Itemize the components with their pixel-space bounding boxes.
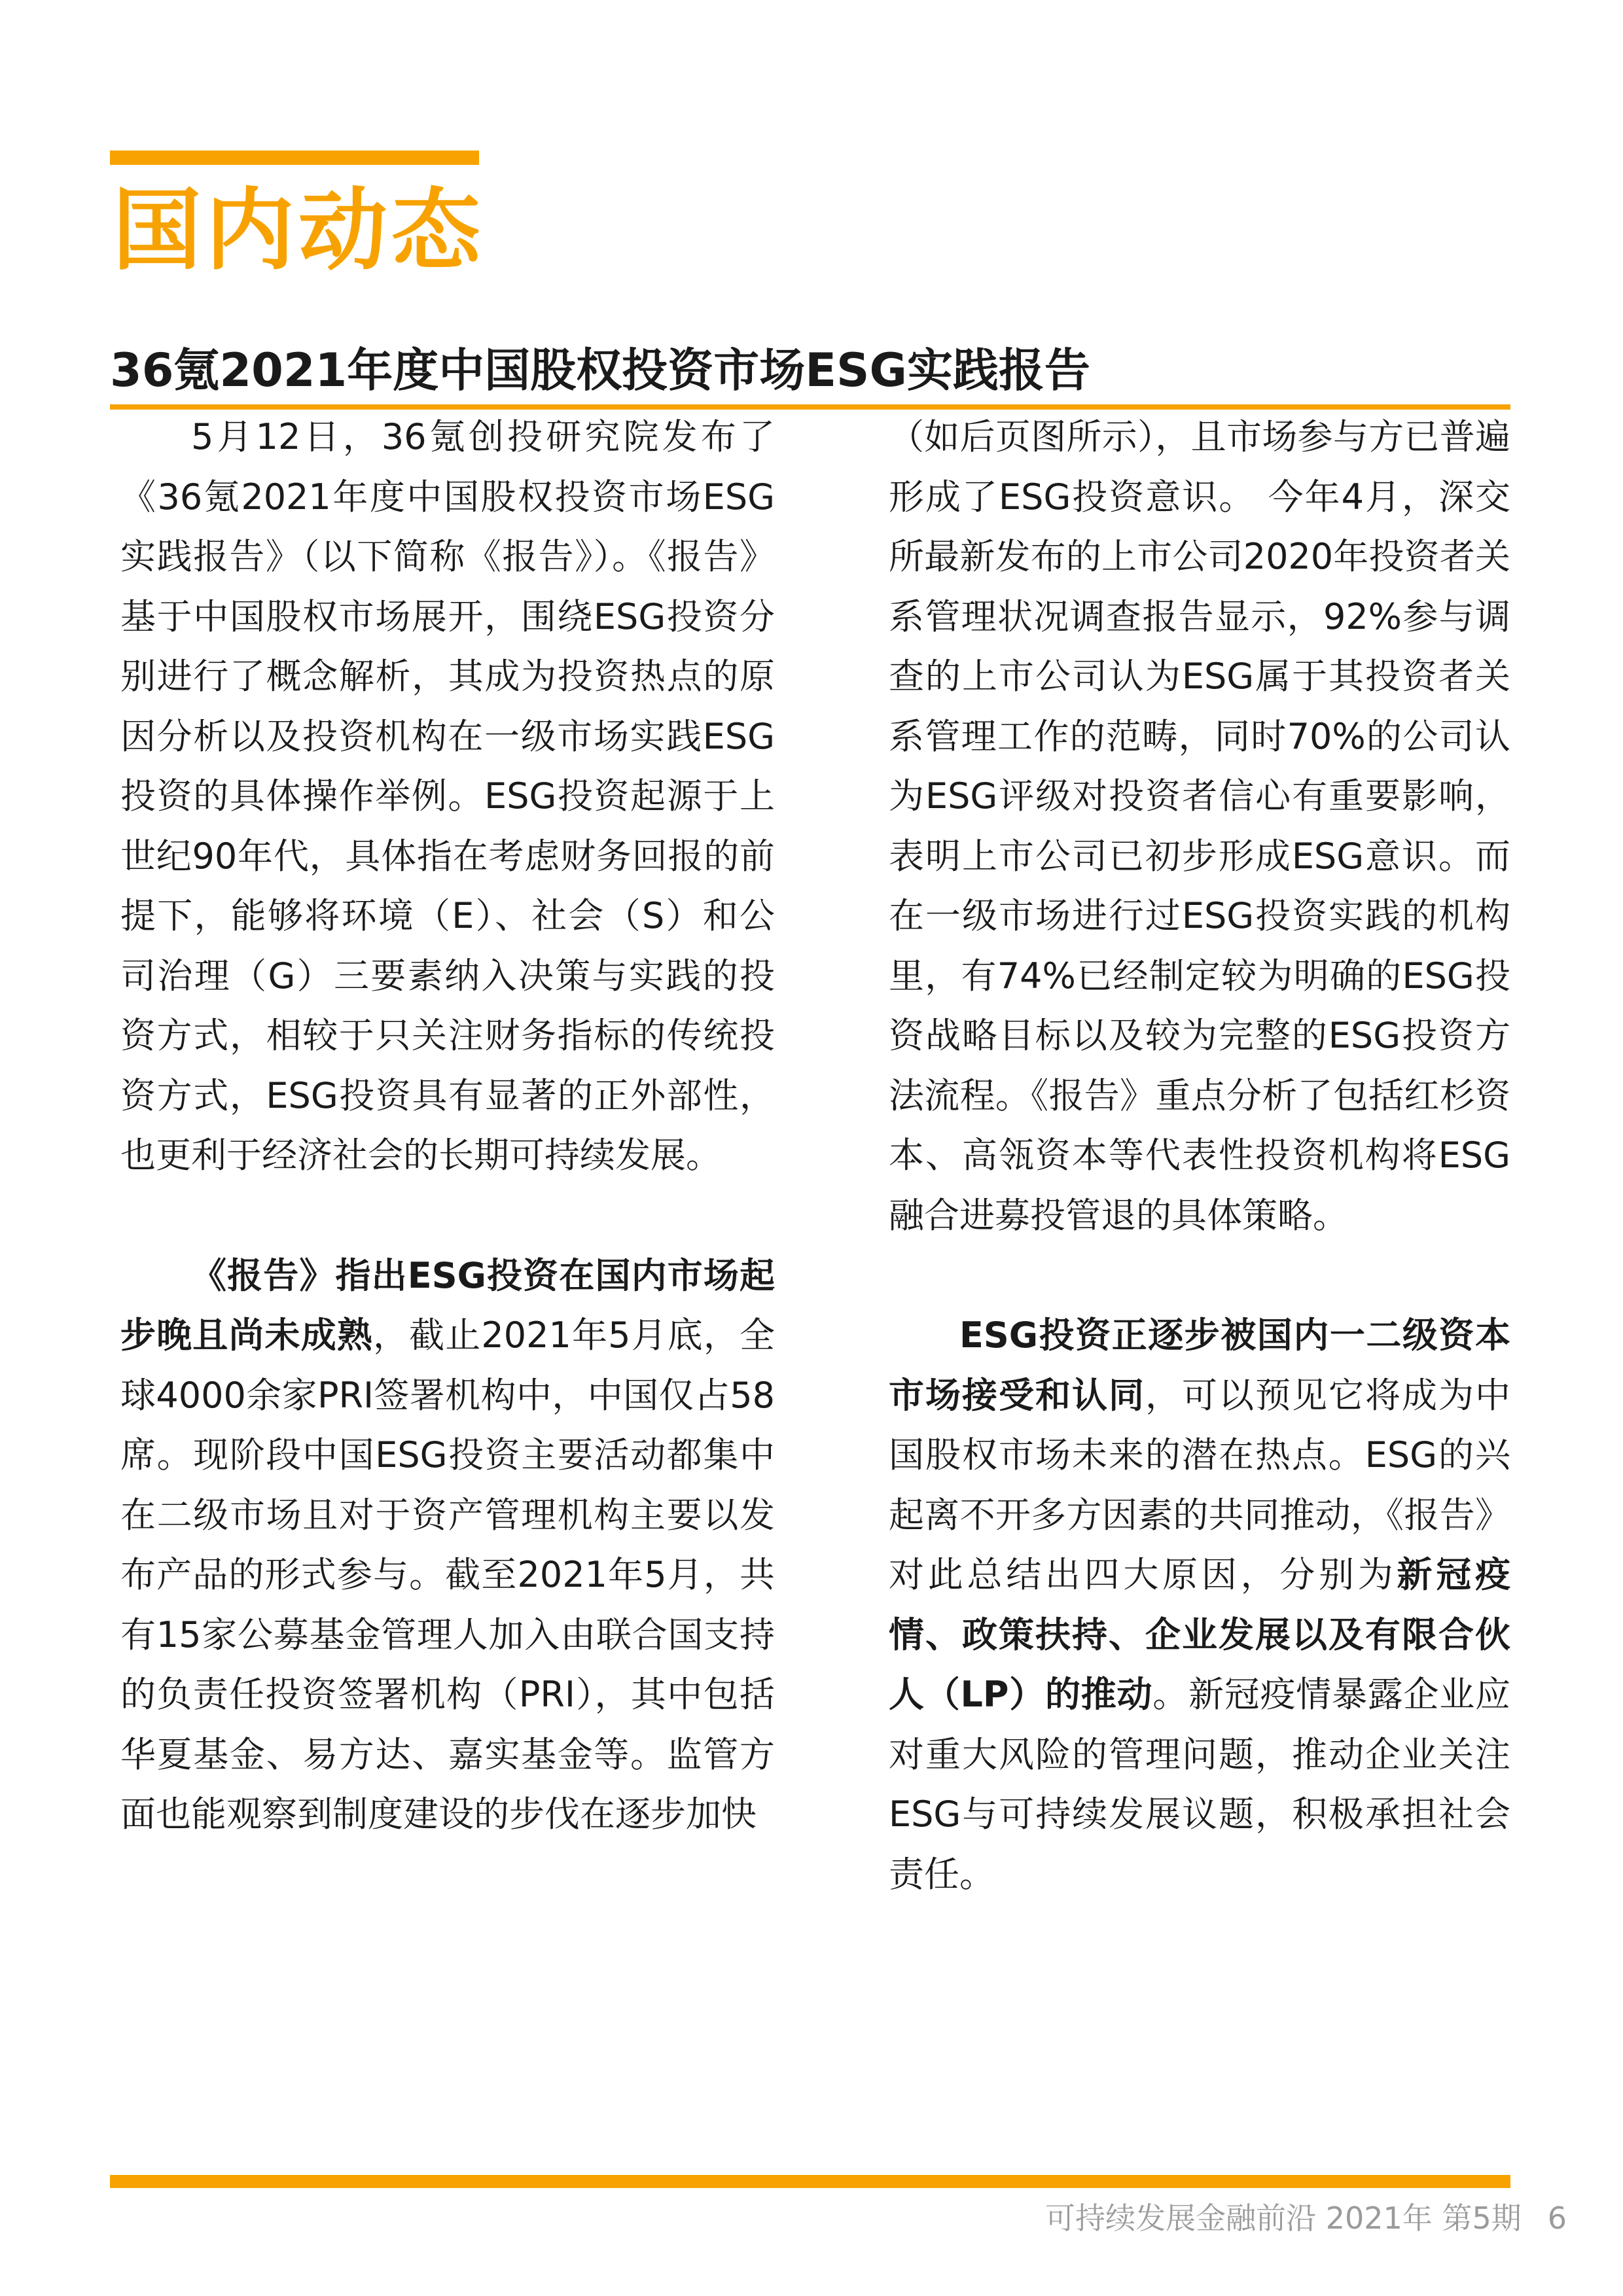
right-paragraph-2-highlight: 新冠疫情、政策扶持、企业发展以及有限合伙人（LP）的推动 <box>889 1554 1511 1715</box>
section-title: 国内动态 <box>113 179 484 283</box>
left-paragraph-2 <box>120 1246 775 1845</box>
footer-divider <box>110 2175 1510 2188</box>
publication-name: 可持续发展金融前沿 2021年 第5期 <box>1045 2200 1522 2236</box>
left-paragraph-1: 5月12日，36氪创投研究院发布了《36氪2021年度中国股权投资市场ESG实践报告》（以下简称《报告》）。《报告》基于中国股权市场展开，围绕ESG投资分别进行了概念解析，其成为投资热点的原因分析以及投资机构在一级市场实践ESG投资的具体操作举例。ESG投资起源于上世纪90年代，具体指在考虑财务回报的前提下，能够将环境（E）、社会（S）和公司治理（G）三要素纳入决策与实践的投资方式，相较于只关注财务指标的传统投资方式，ESG投资具有显著的正外部性，也更利于经济社会的长期可持续发展。 <box>120 416 775 1176</box>
section-accent-bar <box>110 150 479 165</box>
page-footer <box>1045 2199 1567 2238</box>
right-paragraph-2-lead: ESG投资正逐步被国内一二级资本市场接受和认同 <box>889 1315 1510 1416</box>
right-paragraph-2-mid: ，可以预见它将成为中国股权市场未来的潜在热点。ESG的兴起离不开多方因素的共同推动，《报告》对此总结出四大原因，分别为 <box>889 1374 1510 1595</box>
right-paragraph-2-body: 。新冠疫情暴露企业应对重大风险的管理问题，推动企业关注ESG与可持续发展议题，积极承担社会责任。 <box>889 1674 1510 1895</box>
left-paragraph-2-body: ，截止2021年5月底，全球4000余家PRI签署机构中，中国仅占58席。现阶段中国ESG投资主要活动都集中在二级市场且对于资产管理机构主要以发布产品的形式参与。截至2021年5月，共有15家公募基金管理人加入由联合国支持的负责任投资签署机构（PRI），其中包括华夏基金、易方达、嘉实基金等。监管方面也能观察到制度建设的步伐在逐步加快 <box>120 1315 775 1835</box>
right-paragraph-1: （如后页图所示），且市场参与方已普遍形成了ESG投资意识。 今年4月，深交所最新发布的上市公司2020年投资者关系管理状况调查报告显示，92%参与调查的上市公司认为ESG属于其投资者关系管理工作的范畴，同时70%的公司认为ESG评级对投资者信心有重要影响，表明上市公司已初步形成ESG意识。而在一级市场进行过ESG投资实践的机构里，有74%已经制定较为明确的ESG投资战略目标以及较为完整的ESG投资方法流程。《报告》重点分析了包括红杉资本、高瓴资本等代表性投资机构将ESG融合进募投管退的具体策略。 <box>889 416 1510 1236</box>
right-column <box>889 407 1510 1904</box>
left-paragraph-2-lead: 《报告》指出ESG投资在国内市场起步晚且尚未成熟 <box>120 1254 775 1356</box>
right-paragraph-2 <box>889 1305 1510 1904</box>
page-number: 6 <box>1547 2200 1567 2236</box>
article-title: 36氪2021年度中国股权投资市场ESG实践报告 <box>110 344 1090 397</box>
left-column <box>120 407 775 1845</box>
